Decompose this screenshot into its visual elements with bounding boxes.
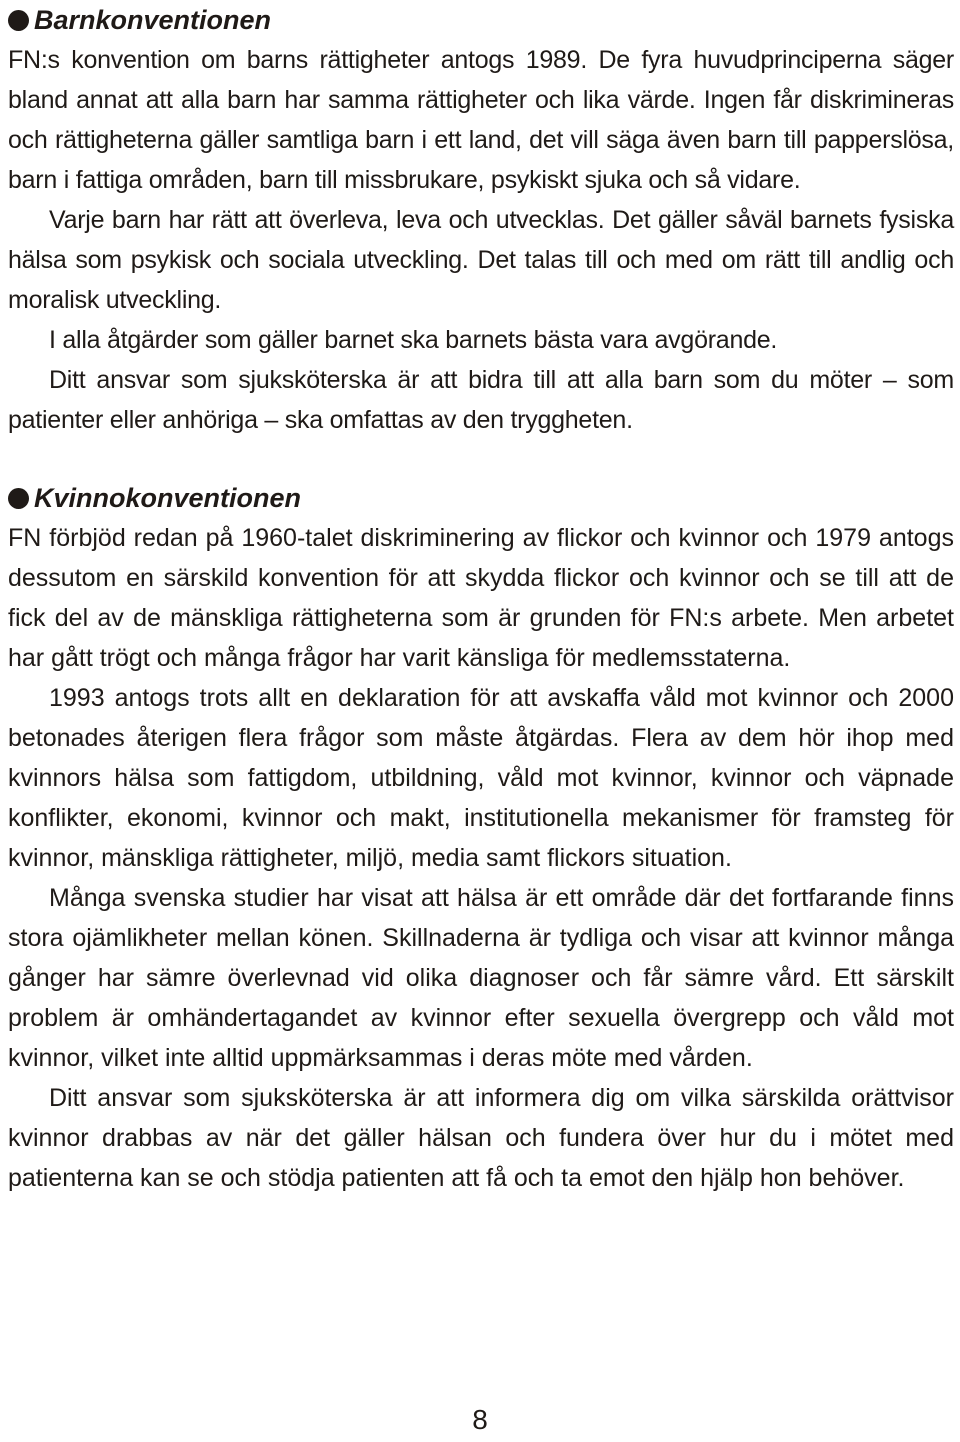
paragraph: FN förbjöd redan på 1960-talet diskriminering av flickor och kvinnor och 1979 antogs dessutom en särskild konvention för att skydda flickor och kvinnor och se till att de fick del av de mänskliga rättigheterna som är grunden för FN:s arbete. Men arbetet har gått trögt och många frågor har varit känsliga för medlemsstaterna. (8, 524, 954, 672)
paragraph: Ditt ansvar som sjuksköterska är att informera dig om vilka särskilda orättvisor kvinnor drabbas av när det gäller hälsan och fundera över hur du i mötet med patienterna kan se och stödja patienten att få och ta emot den hjälp hon behöver. (8, 1084, 954, 1192)
document-page (8, 0, 954, 1198)
section-heading (8, 478, 954, 518)
paragraph: FN:s konvention om barns rättigheter antogs 1989. De fyra huvudprinciperna säger bland annat att alla barn har samma rättigheter och lika värde. Ingen får diskrimineras och rättigheterna gäller samtliga barn i ett land, det vill säga även barn till papperslösa, barn i fattiga områden, barn till missbrukare, psykiskt sjuka och så vidare. (8, 46, 954, 194)
section-heading-text: Barnkonventionen (34, 5, 272, 35)
bullet-icon (8, 10, 29, 31)
section-heading-text: Kvinnokonventionen (34, 483, 302, 513)
section-kvinnokonventionen (8, 478, 954, 1198)
page-number: 8 (472, 1404, 488, 1435)
paragraph: Ditt ansvar som sjuksköterska är att bidra till att alla barn som du möter – som patienter eller anhöriga – ska omfattas av den tryggheten. (8, 366, 954, 434)
paragraph: 1993 antogs trots allt en deklaration för att avskaffa våld mot kvinnor och 2000 betonades återigen flera frågor som måste åtgärdas. Flera av dem hör ihop med kvinnors hälsa som fattigdom, utbildning, våld mot kvinnor, kvinnor och väpnade konflikter, ekonomi, kvinnor och makt, institutionella mekanismer för framsteg för kvinnor, mänskliga rättigheter, miljö, media samt flickors situation. (8, 684, 954, 872)
paragraph: I alla åtgärder som gäller barnet ska barnets bästa vara avgörande. (49, 326, 778, 354)
section-spacer (8, 440, 954, 478)
section-barnkonventionen (8, 0, 954, 440)
bullet-icon (8, 488, 29, 509)
paragraph: Varje barn har rätt att överleva, leva och utvecklas. Det gäller såväl barnets fysiska hälsa som psykisk och sociala utveckling. Det talas till och med om rätt till andlig och moralisk utveckling. (8, 206, 954, 314)
section-heading (8, 0, 954, 40)
paragraph: Många svenska studier har visat att hälsa är ett område där det fortfarande finns stora ojämlikheter mellan könen. Skillnaderna är tydliga och visar att kvinnor många gånger har sämre överlevnad vid olika diagnoser och får sämre vård. Ett särskilt problem är omhändertagandet av kvinnor efter sexuella övergrepp och våld mot kvinnor, vilket inte alltid uppmärksammas i deras möte med vården. (8, 884, 954, 1072)
